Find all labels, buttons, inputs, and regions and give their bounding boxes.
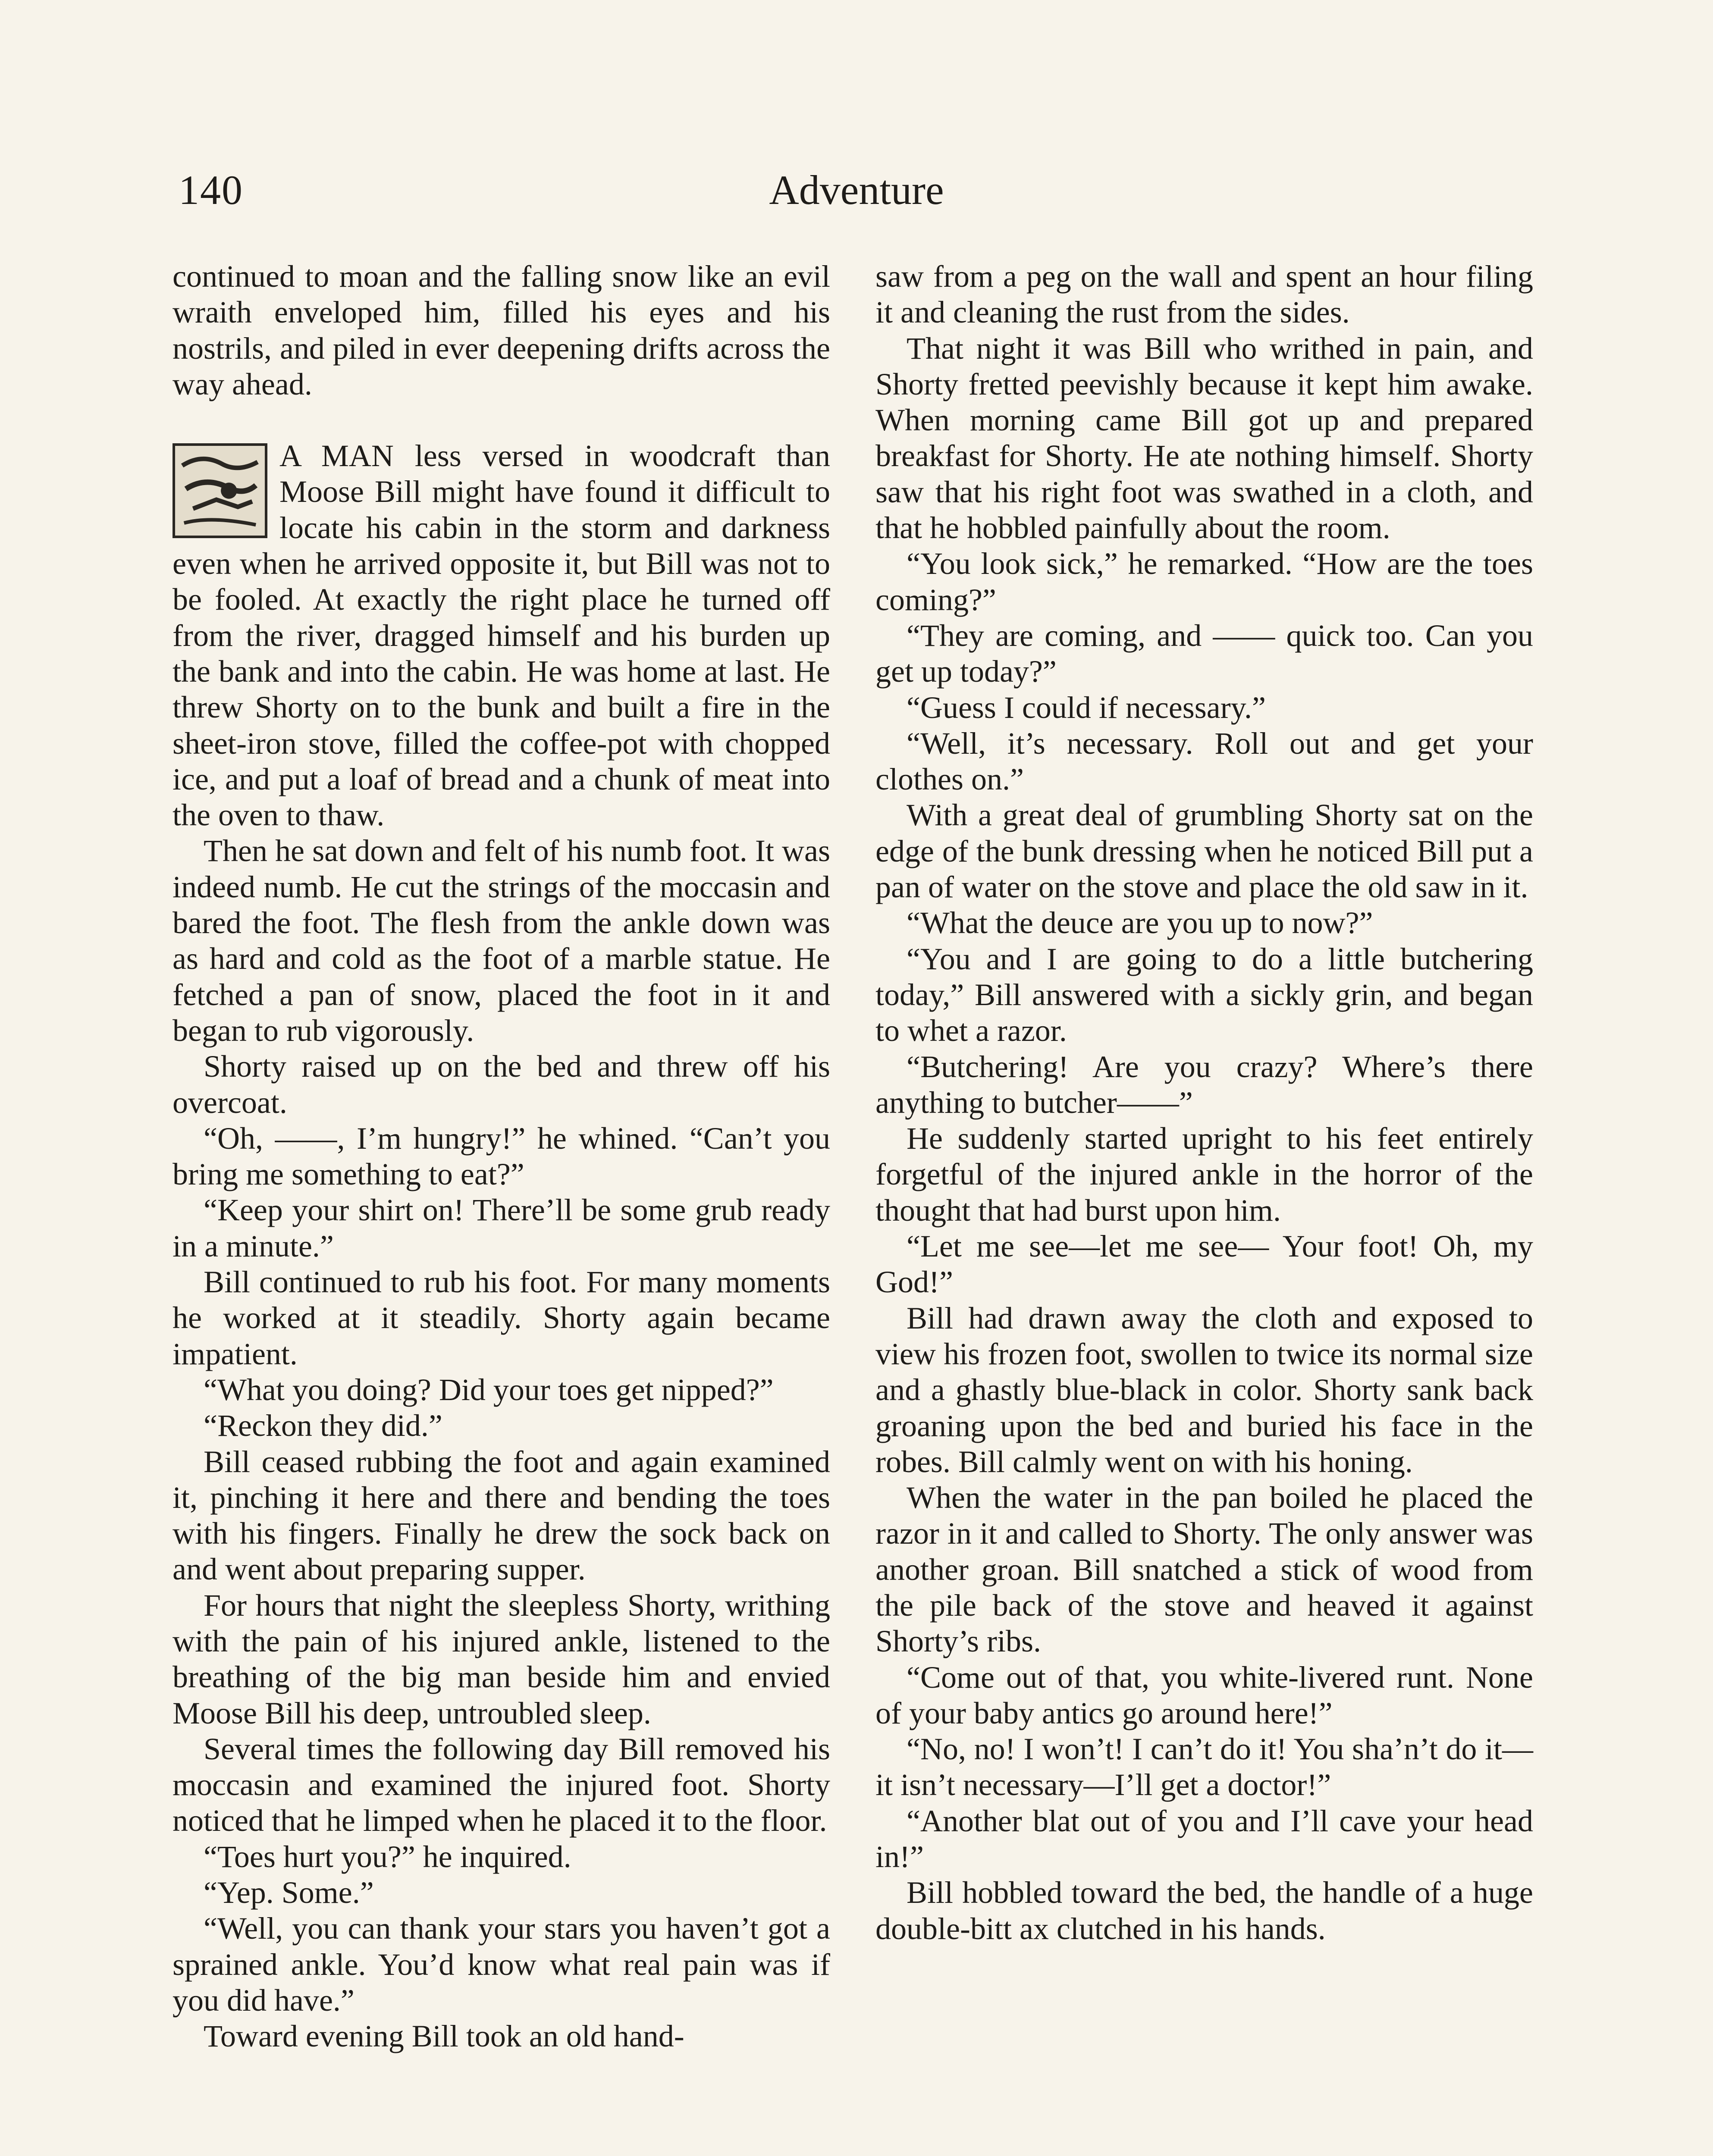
paragraph: “Butchering! Are you crazy? Where’s there anything to butcher——”	[875, 1049, 1533, 1120]
paragraph: Several times the following day Bill removed his moccasin and examined the injured foot. Shorty noticed that he limped when he placed it to the floor.	[173, 1731, 830, 1838]
paragraph: “Oh, ——, I’m hungry!” he whined. “Can’t you bring me something to eat?”	[173, 1121, 830, 1192]
paragraph: “Toes hurt you?” he inquired.	[204, 1839, 571, 1874]
left-column	[173, 259, 830, 2055]
paragraph: That night it was Bill who writhed in pain, and Shorty fretted peevishly because it kept him awake. When morning came Bill got up and prepared breakfast for Shorty. He ate nothing himself. Shorty saw that his right foot was swathed in a cloth, and that he hobbled painfully about the room.	[875, 331, 1533, 545]
paragraph: “Well, you can thank your stars you haven’t got a sprained ankle. You’d know what real pain was if you did have.”	[173, 1911, 830, 2018]
paragraph: “What the deuce are you up to now?”	[907, 906, 1373, 940]
paragraph: Bill continued to rub his foot. For many moments he worked at it steadily. Shorty again became impatient.	[173, 1265, 830, 1371]
paragraph: continued to moan and the falling snow like an evil wraith enveloped him, filled his eyes and his nostrils, and piled in ever deepening drifts across the way ahead.	[173, 259, 830, 401]
paragraph: “They are coming, and —— quick too. Can you get up today?”	[875, 618, 1533, 689]
paragraph: Bill hobbled toward the bed, the handle of a huge double-bitt ax clutched in his hands.	[875, 1875, 1533, 1946]
paragraph: He suddenly started upright to his feet entirely forgetful of the injured ankle in the horror of the thought that had burst upon him.	[875, 1121, 1533, 1228]
paragraph: “Keep your shirt on! There’ll be some grub ready in a minute.”	[173, 1193, 830, 1263]
paragraph: Shorty raised up on the bed and threw off his overcoat.	[173, 1049, 830, 1120]
right-column	[875, 259, 1533, 1947]
paragraph: “You look sick,” he remarked. “How are the toes coming?”	[875, 546, 1533, 617]
page-number: 140	[179, 167, 243, 213]
paragraph: Then he sat down and felt of his numb foot. It was indeed numb. He cut the strings of the moccasin and bared the foot. The flesh from the ankle down was as hard and cold as the foot of a marble statue. He fetched a pan of snow, placed the foot in it and began to rub vigorously.	[173, 834, 830, 1048]
paragraph: With a great deal of grumbling Shorty sat on the edge of the bunk dressing when he noticed Bill put a pan of water on the stove and place the old saw in it.	[875, 798, 1533, 905]
paragraph: “Another blat out of you and I’ll cave your head in!”	[875, 1803, 1533, 1874]
paragraph: Toward evening Bill took an old hand-	[204, 2019, 684, 2054]
paragraph: “Guess I could if necessary.”	[907, 690, 1266, 725]
paragraph-with-dropcap	[173, 438, 830, 833]
paragraph: “Let me see—let me see— Your foot! Oh, my God!”	[875, 1229, 1533, 1300]
paragraph: For hours that night the sleepless Shorty, writhing with the pain of his injured ankle, listened to the breathing of the big man beside him and envied Moose Bill his deep, untroubled sleep.	[173, 1588, 830, 1730]
paragraph: “What you doing? Did your toes get nipped?”	[204, 1372, 774, 1407]
decorative-initial-icon	[173, 443, 267, 538]
paragraph: When the water in the pan boiled he placed the razor in it and called to Shorty. The only answer was another groan. Bill snatched a stick of wood from the pile back of the stove and heaved it against Shorty’s ribs.	[875, 1480, 1533, 1659]
paragraph: “Come out of that, you white-livered runt. None of your baby antics go around here!”	[875, 1660, 1533, 1730]
paragraph: saw from a peg on the wall and spent an hour filing it and cleaning the rust from the sides.	[875, 259, 1533, 330]
paragraph: “No, no! I won’t! I can’t do it! You sha’n’t do it—it isn’t necessary—I’ll get a doctor!”	[875, 1732, 1533, 1802]
paragraph: Bill ceased rubbing the foot and again examined it, pinching it here and there and bending the toes with his fingers. Finally he drew the sock back on and went about preparing supper.	[173, 1444, 830, 1587]
paragraph: “Well, it’s necessary. Roll out and get your clothes on.”	[875, 726, 1533, 797]
paragraph: “You and I are going to do a little butchering today,” Bill answered with a sickly grin, and began to whet a razor.	[875, 941, 1533, 1048]
paragraph: “Reckon they did.”	[204, 1408, 442, 1443]
running-head: Adventure	[769, 167, 944, 213]
paragraph: Bill had drawn away the cloth and exposed to view his frozen foot, swollen to twice its normal size and a ghastly blue-black in color. Shorty sank back groaning upon the bed and buried his face in the robes. Bill calmly went on with his honing.	[875, 1300, 1533, 1479]
paragraph: “Yep. Some.”	[204, 1875, 374, 1910]
paragraph-text: A MAN less versed in woodcraft than Moose Bill might have found it difficult to locate his cabin in the storm and darkness even when he arrived opposite it, but Bill was not to be fooled. At exactly the right place he turned off from the river, dragged himself and his burden up the bank and into the cabin. He was home at last. He threw Shorty on to the bunk and built a fire in the sheet-iron stove, filled the coffee-pot with chopped ice, and put a loaf of bread and a chunk of meat into the oven to thaw.	[173, 439, 830, 833]
